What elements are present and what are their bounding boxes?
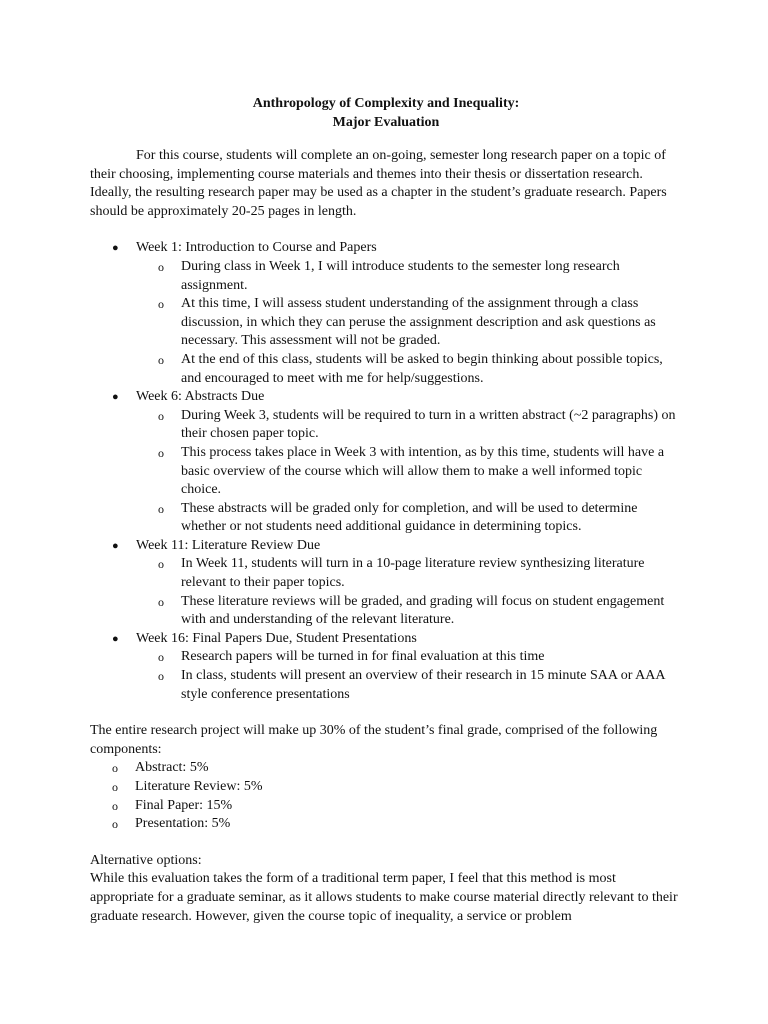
circle-bullet-icon: o bbox=[158, 352, 164, 367]
week-label: Week 16: Final Papers Due, Student Presentations bbox=[136, 630, 417, 646]
week-item bbox=[90, 537, 682, 630]
week-sub-text: Research papers will be turned in for final evaluation at this time bbox=[181, 649, 545, 665]
week-sub-item bbox=[136, 593, 682, 630]
component-item bbox=[90, 797, 682, 816]
components-list bbox=[90, 759, 682, 833]
title-line-1: Anthropology of Complexity and Inequality: bbox=[252, 96, 520, 111]
week-sub-text: These literature reviews will be graded, and grading will focus on student engagement with and understanding of the relevant literature. bbox=[181, 593, 665, 628]
week-sub-text: This process takes place in Week 3 with intention, as by this time, students will have a basic overview of the course which will allow them to make a well informed topic choice. bbox=[181, 444, 665, 498]
circle-bullet-icon: o bbox=[112, 798, 118, 813]
week-sub-list bbox=[136, 555, 682, 629]
circle-bullet-icon: o bbox=[158, 259, 164, 274]
circle-bullet-icon: o bbox=[158, 594, 164, 609]
circle-bullet-icon: o bbox=[158, 297, 164, 312]
week-item bbox=[90, 388, 682, 537]
intro-paragraph: For this course, students will complete an on-going, semester long research paper on a topic of their choosing, implementing course materials and themes into their thesis or dissertation research. Ideally, the resulting research paper may be used as a chapter in the student’s graduate research. Papers should be approximately 20-25 pages in length. bbox=[90, 148, 667, 219]
component-text: Presentation: 5% bbox=[135, 816, 231, 832]
week-sub-item bbox=[136, 351, 682, 388]
spacer bbox=[90, 834, 682, 852]
week-sub-text: These abstracts will be graded only for completion, and will be used to determine whether or not students need additional guidance in determining topics. bbox=[181, 500, 638, 535]
week-item bbox=[90, 239, 682, 388]
week-sub-item bbox=[136, 500, 682, 537]
week-label: Week 1: Introduction to Course and Papers bbox=[136, 240, 377, 256]
circle-bullet-icon: o bbox=[158, 557, 164, 572]
circle-bullet-icon: o bbox=[158, 445, 164, 460]
week-sub-text: During Week 3, students will be required to turn in a written abstract (~2 paragraphs) on their chosen paper topic. bbox=[181, 407, 676, 442]
week-sub-list bbox=[136, 648, 682, 704]
week-sub-item bbox=[136, 407, 682, 444]
week-label: Week 6: Abstracts Due bbox=[136, 389, 265, 405]
bullet-icon: ● bbox=[112, 539, 119, 552]
week-sub-item bbox=[136, 444, 682, 500]
grade-paragraph: The entire research project will make up 30% of the student’s final grade, comprised of the following components: bbox=[90, 723, 658, 757]
circle-bullet-icon: o bbox=[158, 650, 164, 665]
alternative-paragraph: While this evaluation takes the form of a traditional term paper, I feel that this method is most appropriate for a graduate seminar, as it allows students to make course material directly relevant to their graduate research. However, given the course topic of inequality, a service or problem bbox=[90, 871, 678, 924]
week-sub-text: In class, students will present an overview of their research in 15 minute SAA or AAA style conference presentations bbox=[181, 668, 665, 702]
bullet-icon: ● bbox=[112, 632, 119, 645]
component-text: Literature Review: 5% bbox=[135, 779, 263, 794]
weeks-list bbox=[90, 239, 682, 704]
spacer bbox=[90, 221, 682, 239]
week-sub-list bbox=[136, 407, 682, 537]
circle-bullet-icon: o bbox=[112, 817, 118, 832]
component-text: Abstract: 5% bbox=[135, 760, 209, 776]
week-sub-text: At this time, I will assess student understanding of the assignment through a class discussion, in which they can peruse the assignment description and ask questions as necessary. This assessment will not be graded. bbox=[181, 296, 656, 349]
week-item bbox=[90, 630, 682, 704]
circle-bullet-icon: o bbox=[158, 501, 164, 516]
bullet-icon: ● bbox=[112, 242, 119, 255]
component-item bbox=[90, 815, 682, 834]
bullet-icon: ● bbox=[112, 391, 119, 404]
circle-bullet-icon: o bbox=[158, 408, 164, 423]
document-page bbox=[90, 94, 682, 926]
week-sub-item bbox=[136, 648, 682, 667]
component-text: Final Paper: 15% bbox=[135, 797, 233, 813]
week-sub-list bbox=[136, 258, 682, 388]
circle-bullet-icon: o bbox=[158, 669, 164, 684]
circle-bullet-icon: o bbox=[112, 761, 118, 776]
week-sub-item bbox=[136, 258, 682, 295]
week-sub-text: At the end of this class, students will be asked to begin thinking about possible topics, and encouraged to meet with me for help/suggestions. bbox=[181, 351, 663, 386]
week-sub-item bbox=[136, 667, 682, 704]
title-line-2: Major Evaluation bbox=[332, 115, 440, 130]
spacer bbox=[90, 704, 682, 722]
document-title bbox=[90, 94, 682, 132]
alternative-heading: Alternative options: bbox=[90, 852, 202, 868]
circle-bullet-icon: o bbox=[112, 780, 118, 794]
component-item bbox=[90, 759, 682, 778]
week-sub-text: In Week 11, students will turn in a 10-page literature review synthesizing literature relevant to their paper topics. bbox=[181, 556, 645, 591]
component-item bbox=[90, 778, 682, 797]
week-sub-item bbox=[136, 555, 682, 592]
week-sub-text: During class in Week 1, I will introduce students to the semester long research assignment. bbox=[181, 258, 620, 293]
week-label: Week 11: Literature Review Due bbox=[136, 537, 321, 553]
week-sub-item bbox=[136, 295, 682, 351]
